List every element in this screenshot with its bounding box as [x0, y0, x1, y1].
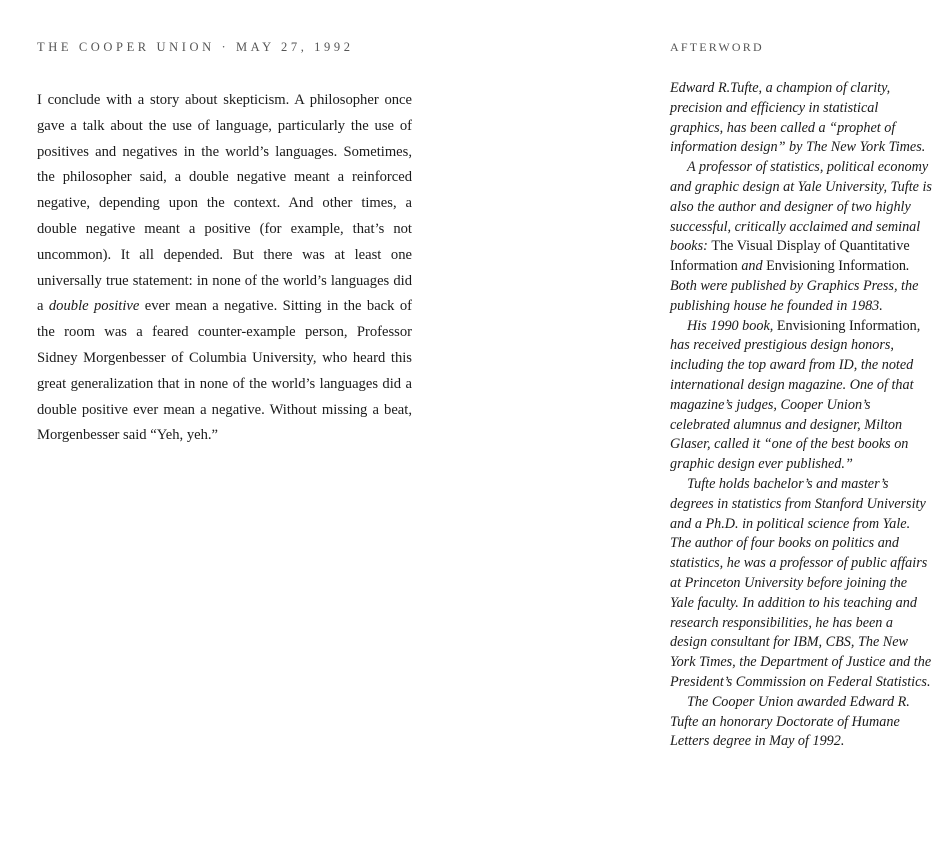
skepticism-story-paragraph: [37, 88, 412, 449]
afterword-body: [670, 79, 932, 752]
afterword-paragraph-5: The Cooper Union awarded Edward R. Tufte an honorary Doctorate of Humane Letters degree in May of 1992.: [670, 693, 910, 750]
left-running-head: THE COOPER UNION · MAY 27, 1992: [37, 40, 354, 54]
book-title-visual-display: The Visual Display of Quantitative Information: [670, 238, 910, 275]
afterword-paragraph-2: [670, 158, 932, 316]
book-title-envisioning: Envisioning Information: [766, 258, 907, 275]
story-text-part-2: ever mean a negative. Sitting in the back of the room was a feared counter-example person, Professor Sidney Morgenbesser of Columbia University, who heard this great generalization that in none of the world’s languages did a double positive ever mean a negative. Without missing a beat, Morgenbesser said “Yeh, yeh.”: [37, 298, 412, 444]
afterword-paragraph-1: Edward R.Tufte, a champion of clarity, precision and efficiency in statistical graphics, has been called a “prophet of information design” by The New York Times.: [670, 80, 926, 156]
afterword-p2-text-b: . Both were published by Graphics Press, the publishing house he founded in 1983.: [670, 258, 919, 314]
story-emphasis: double positive: [48, 298, 140, 315]
right-running-head: AFTERWORD: [670, 40, 764, 54]
afterword-p2-and: and: [737, 258, 767, 275]
afterword-p3-text-a: His 1990 book,: [687, 317, 777, 334]
afterword-paragraph-3: [670, 317, 932, 475]
afterword-p2-text-a: A professor of statistics, political economy and graphic design at Yale University, Tufte is also the author and designer of two highly successful, critically acclaimed and seminal books:: [670, 159, 932, 255]
afterword-p3-text-b: , has received prestigious design honors, including the top award from ID, the noted international design magazine. One of that magazine’s judges, Cooper Union’s celebrated alumnus and designer, Milton Glaser, called it “one of the best books on graphic design ever published.”: [670, 317, 921, 473]
afterword-paragraph-4: Tufte holds bachelor’s and master’s degrees in statistics from Stanford University and a Ph.D. in political science from Yale. The author of four books on politics and statistics, he was a professor of public affairs at Princeton University before joining the Yale faculty. In addition to his teaching and research responsibilities, he has been a design consultant for IBM, CBS, The New York Times, the Department of Justice and the President’s Commission on Federal Statistics.: [670, 475, 932, 690]
book-title-envisioning-2: Envisioning Information: [776, 317, 917, 334]
left-page-body: [37, 88, 412, 449]
story-text-part-1: I conclude with a story about skepticism. A philosopher once gave a talk about the use of language, particularly the use of positives and negatives in the world’s languages. Sometimes, the philosopher said, a double negative meant a reinforced negative, depending upon the context. And other times, a double negative meant a positive (for example, that’s not uncommon). It all depended. But there was at least one universally true statement: in none of the world’s languages did a: [37, 92, 412, 315]
